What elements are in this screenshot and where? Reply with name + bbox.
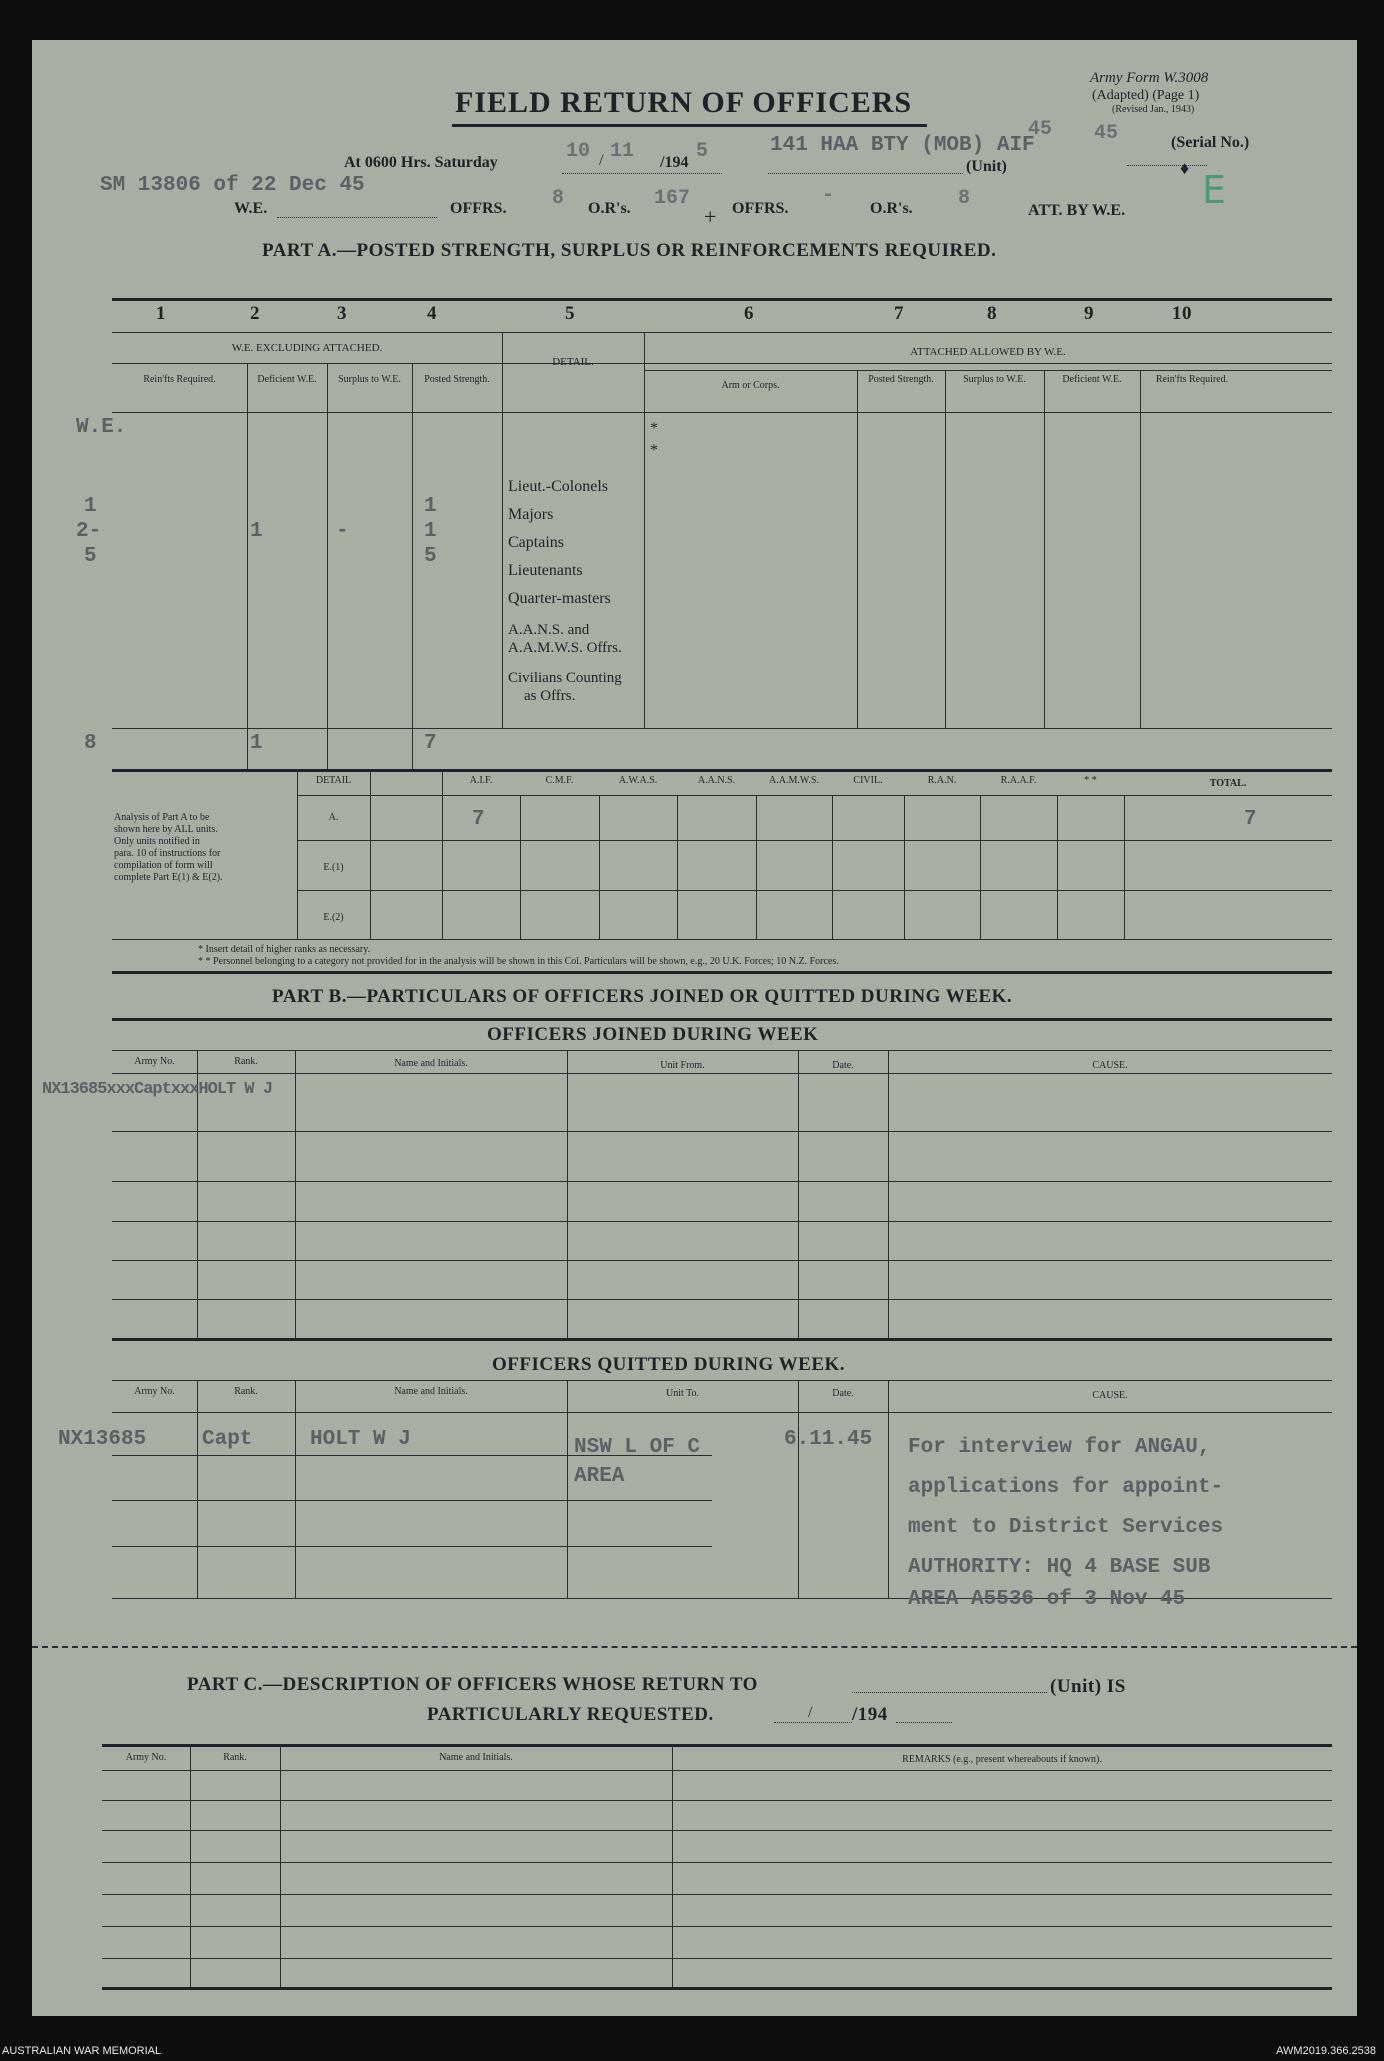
partc-col-rank: Rank.	[223, 1752, 247, 1763]
joined-struck-entry: NX13685xxxCaptxxxHOLT W J	[42, 1080, 273, 1099]
analysis-note-3: Only units notified in	[114, 836, 200, 847]
total-deficient: 1	[250, 732, 263, 755]
reference-note: SM 13806 of 22 Dec 45	[100, 174, 365, 197]
partc-col-name: Name and Initials.	[439, 1752, 513, 1763]
footnote-1: * Insert detail of higher ranks as necessary.	[198, 944, 371, 955]
analysis-aamws: A.A.M.W.S.	[769, 775, 819, 786]
analysis-note-4: para. 10 of instructions for	[114, 848, 221, 859]
footnote-2: * * Personnel belonging to a category not provided for in the analysis will be shown in this Col. Particulars will be shown, e.g., 20 U.K. Forces; 10 N.Z. Forces.	[198, 956, 839, 967]
year-digit: 5	[696, 140, 709, 163]
rank-civilians: Civilians Counting	[508, 670, 622, 686]
quitted-col-rank: Rank.	[234, 1386, 258, 1397]
year-prefix: /194	[660, 154, 689, 171]
joined-title: OFFICERS JOINED DURING WEEK	[487, 1024, 819, 1045]
return-day: 10	[566, 140, 591, 163]
return-month: 11	[610, 140, 635, 163]
att-label: ATT. BY W.E.	[1028, 202, 1126, 219]
col-number-1: 1	[156, 303, 166, 324]
star-2: *	[650, 442, 658, 459]
quitted-cause-line3: ment to District Services	[908, 1516, 1224, 1539]
part-a-heading: PART A.—POSTED STRENGTH, SURPLUS OR REINFORCEMENTS REQUIRED.	[262, 240, 997, 261]
part-c-particularly: PARTICULARLY REQUESTED.	[427, 1704, 714, 1725]
rank-lieut-colonels: Lieut.-Colonels	[508, 478, 608, 495]
analysis-aif-a-value: 7	[472, 808, 485, 831]
quitted-unit-line2: AREA	[574, 1465, 625, 1488]
rank-quarter-masters: Quarter-masters	[508, 590, 611, 607]
ors2-label: O.R's.	[870, 200, 913, 217]
part-c-heading: PART C.—DESCRIPTION OF OFFICERS WHOSE RETURN TO	[187, 1674, 758, 1695]
deficient-value: 1	[250, 520, 263, 543]
joined-col-date: Date.	[832, 1060, 854, 1071]
col-number-5: 5	[565, 303, 575, 324]
analysis-note-2: shown here by ALL units.	[114, 824, 218, 835]
analysis-detail-header: DETAIL	[315, 775, 352, 786]
col-number-3: 3	[337, 303, 347, 324]
rank-majors: Majors	[508, 506, 554, 523]
col-number-9: 9	[1084, 303, 1094, 324]
joined-col-name: Name and Initials.	[394, 1058, 468, 1069]
total-posted: 7	[424, 732, 437, 755]
unit-value: 141 HAA BTY (MOB) AIF	[770, 134, 1035, 157]
quitted-cause-line5: AREA A5536 of 3 Nov 45	[908, 1588, 1186, 1611]
col-att-deficient: Deficient W.E.	[1062, 374, 1122, 385]
analysis-total: TOTAL.	[1209, 778, 1247, 789]
col-posted-strength: Posted Strength.	[424, 374, 490, 385]
quitted-col-unit-to: Unit To.	[665, 1388, 699, 1399]
quitted-col-date: Date.	[832, 1388, 854, 1399]
part-b-heading: PART B.—PARTICULARS OF OFFICERS JOINED OR QUITTED DURING WEEK.	[272, 986, 1013, 1007]
joined-col-unit-from: Unit From.	[660, 1060, 705, 1071]
part-c-unit-is: (Unit) IS	[1050, 1676, 1126, 1697]
analysis-awas: A.W.A.S.	[618, 775, 658, 786]
analysis-note-5: compilation of form will	[114, 860, 213, 871]
col-att-surplus: Surplus to W.E.	[963, 374, 1026, 385]
analysis-ran: R.A.N.	[927, 775, 957, 786]
revised-note: (Revised Jan., 1943)	[1112, 104, 1195, 115]
star-1: *	[650, 420, 658, 437]
posted-lieut-colonels: 1	[424, 495, 437, 518]
col-number-4: 4	[427, 303, 437, 324]
serial-label: (Serial No.)	[1171, 134, 1250, 151]
quitted-unit-line1: NSW L OF C	[574, 1436, 701, 1459]
rank-as-offrs: as Offrs.	[524, 688, 576, 704]
quitted-cause-line2: applications for appoint-	[908, 1476, 1224, 1499]
serial-number: 45	[1094, 122, 1119, 145]
col-reinfts-required: Rein'fts Required.	[143, 374, 216, 385]
analysis-aif: A.I.F.	[469, 775, 493, 786]
quitted-col-army-no: Army No.	[134, 1386, 175, 1397]
at-hours-label: At 0600 Hrs. Saturday	[344, 154, 498, 171]
ors-label: O.R's.	[588, 200, 631, 217]
quitted-cause-line1: For interview for ANGAU,	[908, 1436, 1211, 1459]
partc-col-army-no: Army No.	[125, 1752, 167, 1763]
total-reinfts: 8	[84, 732, 97, 755]
quitted-col-name: Name and Initials.	[394, 1386, 468, 1397]
analysis-cmf: C.M.F.	[545, 775, 574, 786]
rank-lieutenants: Lieutenants	[508, 562, 583, 579]
form-sheet: Army Form W.3008 (Adapted) (Page 1) (Revised Jan., 1943) FIELD RETURN OF OFFICERS At 0600 Hrs. Saturday 10 / 11 /194 5 141 HAA BTY (MOB) AIF 45 45 (Serial No.) (Unit) ♦ E SM 13806 of 22 Dec 45 W.E. OFFRS. 8 O.R's. 167 + OFFRS. - O.R's. 8 ATT. BY W.E. PART A.—POSTED STRENGTH, SURPLUS OR REINFORCEMENTS REQUIRED. 1 2 3 4 5 6 7 8 9 10 W.E. EXCLUDING ATTACHED. DETAIL. ATTACHED ALLOWED BY W.E. Rein'fts Required. Deficient W.E. Surplus to W.E. Posted Strength. Arm or Corps. Posted Strength. Surplus to W.E. Deficient W.E. Rein'fts Required. W.E. * * Lieut.-Colonels Majors Captains Lieutenants Quarter-masters A.A.N.S. and A.A.M.W.S. Offrs. Civilians Counting as Offrs. 1 2- 5 1 - 1 1 5 8 1 7 DETAIL A.I.F. C.M.F. A.W.A.S. A.A.N.S. A.A.M.W.S. CIVIL. R.A.N. R.A.A.F. * * TOTAL. A. E.(1) E.(2) 7 7 Analysis of Part A to be shown here by ALL units. Only units notified in para. 10 of instructions for compilation of form will complete Part E(1) & E(2). * Insert detail of higher ranks as necessary. * * Personnel belonging to a category not provided for in the analysis will be shown in this Col. Particulars will be shown, e.g., 20 U.K. Forces; 10 N.Z. Forces. PART B.—PARTICULARS OF OFFICERS JOINED OR QUITTED DURING WEEK. OFFICERS JOINED DURING WEEK Army No. Rank. Name and Initials. Unit From. Date. CAUSE. NX13685xxxCaptxxxHOLT W J OFFICERS QUITTED DURING WEEK. Army No. Rank. Name and Initials. Unit To. Date. CAUSE. NX13685 Capt HOLT W J NSW L OF C AREA 6.11.45 For interview for ANGAU, applications for appoint- ment to District Services AUTHORITY: HQ 4 BASE SUB AREA A5536 of 3 Nov 45 PART C.—DESCRIPTION OF OFFICERS WHOSE RETURN TO (Unit) IS PARTICULARLY REQUESTED. / /194 Army No. Rank. Name and Initials. REMARKS (e.g., present whereabouts if known).	[32, 40, 1357, 2016]
ors2-value: 8	[958, 187, 971, 210]
offrs2-label: OFFRS.	[732, 200, 789, 217]
reinf-majors: 2-	[76, 520, 102, 543]
analysis-total-a-value: 7	[1244, 808, 1257, 831]
quitted-title: OFFICERS QUITTED DURING WEEK.	[492, 1354, 846, 1375]
archive-caption: AUSTRALIAN WAR MEMORIAL	[2, 2045, 162, 2057]
we-label: W.E.	[234, 200, 268, 217]
posted-captains: 5	[424, 545, 437, 568]
quitted-army-no: NX13685	[58, 1428, 147, 1451]
joined-col-army-no: Army No.	[134, 1056, 175, 1067]
quitted-col-cause: CAUSE.	[1092, 1390, 1128, 1401]
col-number-6: 6	[744, 303, 754, 324]
partc-col-remarks: REMARKS (e.g., present whereabouts if known).	[902, 1754, 1102, 1765]
reinf-lieut-colonels: 1	[84, 495, 97, 518]
surplus-value: -	[336, 520, 349, 543]
analysis-note-6: complete Part E(1) & E(2).	[114, 872, 223, 883]
analysis-civil: CIVIL.	[853, 775, 883, 786]
col-att-reinfts: Rein'fts Required.	[1155, 374, 1229, 385]
joined-col-cause: CAUSE.	[1092, 1060, 1128, 1071]
analysis-aans: A.A.N.S.	[697, 775, 736, 786]
offrs-label: OFFRS.	[450, 200, 507, 217]
quitted-rank: Capt	[202, 1428, 253, 1451]
analysis-note-1: Analysis of Part A to be	[114, 812, 210, 823]
rank-captains: Captains	[508, 534, 564, 551]
col-number-8: 8	[987, 303, 997, 324]
analysis-other: * *	[1084, 775, 1097, 786]
unit-label: (Unit)	[966, 158, 1007, 175]
plus-sign: +	[704, 204, 717, 229]
col-deficient-we: Deficient W.E.	[257, 374, 317, 385]
rank-aamws: A.A.M.W.S. Offrs.	[508, 640, 622, 656]
col-arm-or-corps: Arm or Corps.	[721, 380, 780, 391]
quitted-cause-line4: AUTHORITY: HQ 4 BASE SUB	[908, 1556, 1211, 1579]
unit-number: 45	[1028, 118, 1053, 141]
analysis-row-e1: E.(1)	[323, 862, 344, 873]
col-att-posted-strength: Posted Strength.	[868, 374, 934, 385]
rank-aans: A.A.N.S. and	[508, 622, 590, 638]
adapted-note: (Adapted) (Page 1)	[1092, 88, 1200, 103]
col-number-7: 7	[894, 303, 904, 324]
part-c-year: /194	[852, 1704, 888, 1725]
col-number-10: 10	[1172, 303, 1192, 324]
analysis-row-a: A.	[328, 812, 339, 823]
joined-col-rank: Rank.	[234, 1056, 258, 1067]
analysis-raaf: R.A.A.F.	[1000, 775, 1037, 786]
reinf-captains: 5	[84, 545, 97, 568]
army-form-number: Army Form W.3008	[1090, 70, 1209, 86]
posted-majors: 1	[424, 520, 437, 543]
col-surplus-to-we: Surplus to W.E.	[338, 374, 401, 385]
we-excluding-attached-header: W.E. EXCLUDING ATTACHED.	[231, 342, 383, 354]
col-number-2: 2	[250, 303, 260, 324]
offrs-value: 8	[552, 187, 565, 210]
quitted-name: HOLT W J	[310, 1428, 411, 1451]
ors-value: 167	[654, 187, 691, 210]
title-underline	[452, 124, 927, 127]
detail-header: DETAIL.	[552, 356, 594, 368]
form-title: FIELD RETURN OF OFFICERS	[455, 86, 913, 119]
analysis-row-e2: E.(2)	[323, 912, 344, 923]
quitted-date: 6.11.45	[784, 1428, 873, 1451]
offrs2-value: -	[822, 184, 835, 207]
margin-mark: E	[1202, 168, 1227, 212]
attached-allowed-header: ATTACHED ALLOWED BY W.E.	[910, 346, 1066, 358]
archive-reference: AWM2019.366.2538	[1276, 2045, 1376, 2057]
we-mark: W.E.	[76, 416, 127, 439]
